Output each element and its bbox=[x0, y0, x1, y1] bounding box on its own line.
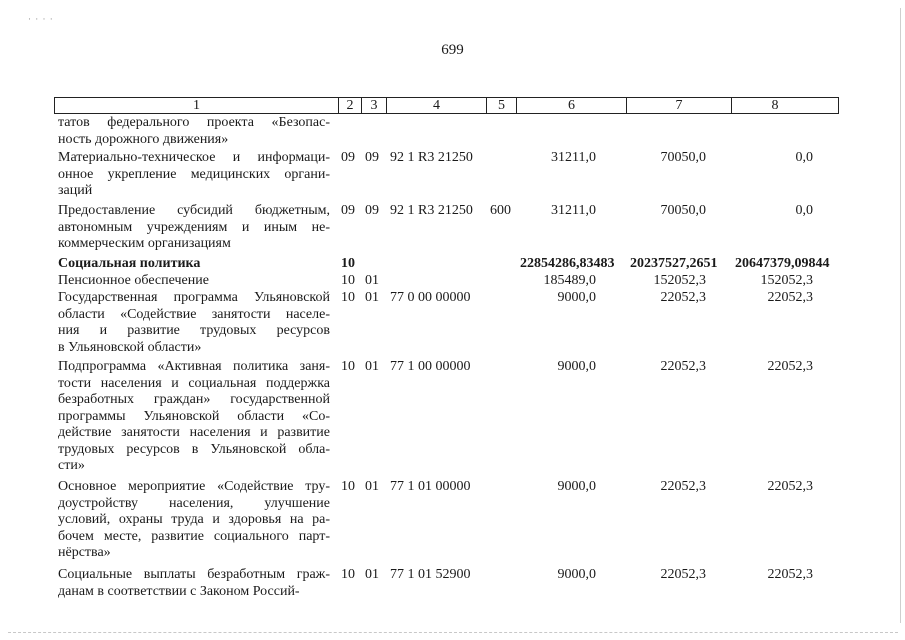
cell-c4: 77 1 01 52900 bbox=[390, 567, 471, 582]
row-name bbox=[58, 273, 330, 290]
cell-c6: 9000,0 bbox=[557, 290, 596, 305]
row-name bbox=[58, 567, 330, 600]
cell-c5: 600 bbox=[490, 203, 511, 218]
cell-c6: 31211,0 bbox=[551, 203, 596, 218]
header-col-6: 6 bbox=[517, 98, 627, 113]
page-number: 699 bbox=[441, 42, 464, 58]
cell-c6: 31211,0 bbox=[551, 150, 596, 165]
cell-c2: 10 bbox=[341, 290, 355, 305]
cell-c2: 10 bbox=[341, 479, 355, 494]
cell-c3: 01 bbox=[365, 567, 379, 582]
row-name-line: ния и развитие трудовых ресурсов bbox=[58, 323, 330, 338]
row-name-line: онное укрепление медицинских органи- bbox=[58, 166, 330, 182]
cell-c8: 0,0 bbox=[795, 203, 813, 218]
row-name-line: сти» bbox=[58, 458, 85, 473]
cell-c2: 10 bbox=[341, 359, 355, 374]
row-name-line: нёрства» bbox=[58, 545, 111, 560]
cell-c2: 09 bbox=[341, 150, 355, 165]
row-name bbox=[58, 359, 330, 475]
cell-c8: 22052,3 bbox=[767, 290, 813, 305]
cell-c3: 09 bbox=[365, 150, 379, 165]
row-name bbox=[58, 256, 330, 273]
cell-c8: 22052,3 bbox=[767, 479, 813, 494]
header-col-7: 7 bbox=[627, 98, 732, 113]
header-col-4: 4 bbox=[387, 98, 487, 113]
row-name bbox=[58, 290, 330, 356]
row-name-line: заций bbox=[58, 183, 93, 198]
cell-c6: 22854286,83483 bbox=[520, 256, 615, 271]
row-name-line: Социальная политика bbox=[58, 256, 201, 271]
row-name-line: Предоставление субсидий бюджетным, bbox=[58, 203, 330, 218]
row-name-line: в Ульяновской области» bbox=[58, 339, 202, 355]
row-name bbox=[58, 150, 330, 200]
cell-c3: 01 bbox=[365, 359, 379, 374]
cell-c4: 92 1 R3 21250 bbox=[390, 150, 473, 165]
header-col-2: 2 bbox=[339, 98, 362, 113]
cell-c6: 9000,0 bbox=[557, 567, 596, 582]
cell-c8: 22052,3 bbox=[767, 567, 813, 582]
cell-c7: 22052,3 bbox=[660, 359, 706, 374]
row-name-line: тости населения и социальная поддержка bbox=[58, 375, 330, 391]
row-name-line: данам в соответствии с Законом Россий- bbox=[58, 583, 300, 599]
row-name-line: Пенсионное обеспечение bbox=[58, 273, 209, 288]
cell-c3: 01 bbox=[365, 479, 379, 494]
row-name-line: трудовых ресурсов в Ульяновской обла- bbox=[58, 441, 330, 457]
cell-c4: 77 1 01 00000 bbox=[390, 479, 471, 494]
row-name-line: Материально-техническое и информаци- bbox=[58, 150, 330, 165]
cell-c4: 92 1 R3 21250 bbox=[390, 203, 473, 218]
cell-c7: 152052,3 bbox=[653, 273, 706, 288]
row-name-line: Подпрограмма «Активная политика заня- bbox=[58, 359, 330, 374]
cell-c4: 77 1 00 00000 bbox=[390, 359, 471, 374]
cell-c2: 09 bbox=[341, 203, 355, 218]
cell-c3: 01 bbox=[365, 290, 379, 305]
row-name-line: коммерческим организациям bbox=[58, 236, 231, 251]
row-name-line: программы Ульяновской области «Со- bbox=[58, 408, 330, 424]
row-name-line: безработных граждан» государственной bbox=[58, 392, 330, 407]
cell-c7: 70050,0 bbox=[660, 203, 706, 218]
cell-c7: 22052,3 bbox=[660, 479, 706, 494]
cell-c8: 152052,3 bbox=[760, 273, 813, 288]
cell-c3: 01 bbox=[365, 273, 379, 288]
row-name-line: ность дорожного движения» bbox=[58, 131, 229, 147]
cell-c2: 10 bbox=[341, 273, 355, 288]
row-name-line: татов федерального проекта «Безопас- bbox=[58, 115, 330, 130]
cell-c6: 185489,0 bbox=[543, 273, 596, 288]
row-name-line: действие занятости населения и развитие bbox=[58, 425, 330, 440]
cell-c7: 70050,0 bbox=[660, 150, 706, 165]
row-name-line: автономным учреждениям и иным не- bbox=[58, 219, 330, 235]
scan-edge-line bbox=[900, 8, 901, 623]
scan-mark: · · · · bbox=[28, 14, 54, 24]
row-name-line: условий, охраны труда и здоровья на ра- bbox=[58, 512, 330, 527]
cell-c8: 22052,3 bbox=[767, 359, 813, 374]
header-col-8: 8 bbox=[771, 98, 779, 113]
row-name-line: Основное мероприятие «Содействие тру- bbox=[58, 479, 330, 494]
row-name bbox=[58, 479, 330, 562]
cell-c6: 9000,0 bbox=[557, 359, 596, 374]
header-col-5: 5 bbox=[487, 98, 517, 113]
cell-c7: 20237527,2651 bbox=[630, 256, 718, 271]
header-col-3: 3 bbox=[362, 98, 387, 113]
cell-c7: 22052,3 bbox=[660, 567, 706, 582]
scan-bottom-line bbox=[8, 631, 898, 633]
cell-c8: 0,0 bbox=[795, 150, 813, 165]
cell-c7: 22052,3 bbox=[660, 290, 706, 305]
row-name-line: доустройству населения, улучшение bbox=[58, 495, 330, 511]
table-header bbox=[54, 97, 839, 114]
row-name-line: Социальные выплаты безработным граж- bbox=[58, 567, 330, 582]
row-name-line: Государственная программа Ульяновской bbox=[58, 290, 330, 305]
cell-c8: 20647379,09844 bbox=[735, 256, 830, 271]
cell-c4: 77 0 00 00000 bbox=[390, 290, 471, 305]
row-name bbox=[58, 115, 330, 148]
header-col-1: 1 bbox=[55, 98, 339, 113]
cell-c6: 9000,0 bbox=[557, 479, 596, 494]
row-name-line: бочем месте, развитие социального парт- bbox=[58, 528, 330, 544]
row-name-line: области «Содействие занятости населе- bbox=[58, 306, 330, 322]
cell-c2: 10 bbox=[341, 567, 355, 582]
cell-c2: 10 bbox=[341, 256, 355, 271]
cell-c3: 09 bbox=[365, 203, 379, 218]
row-name bbox=[58, 203, 330, 253]
